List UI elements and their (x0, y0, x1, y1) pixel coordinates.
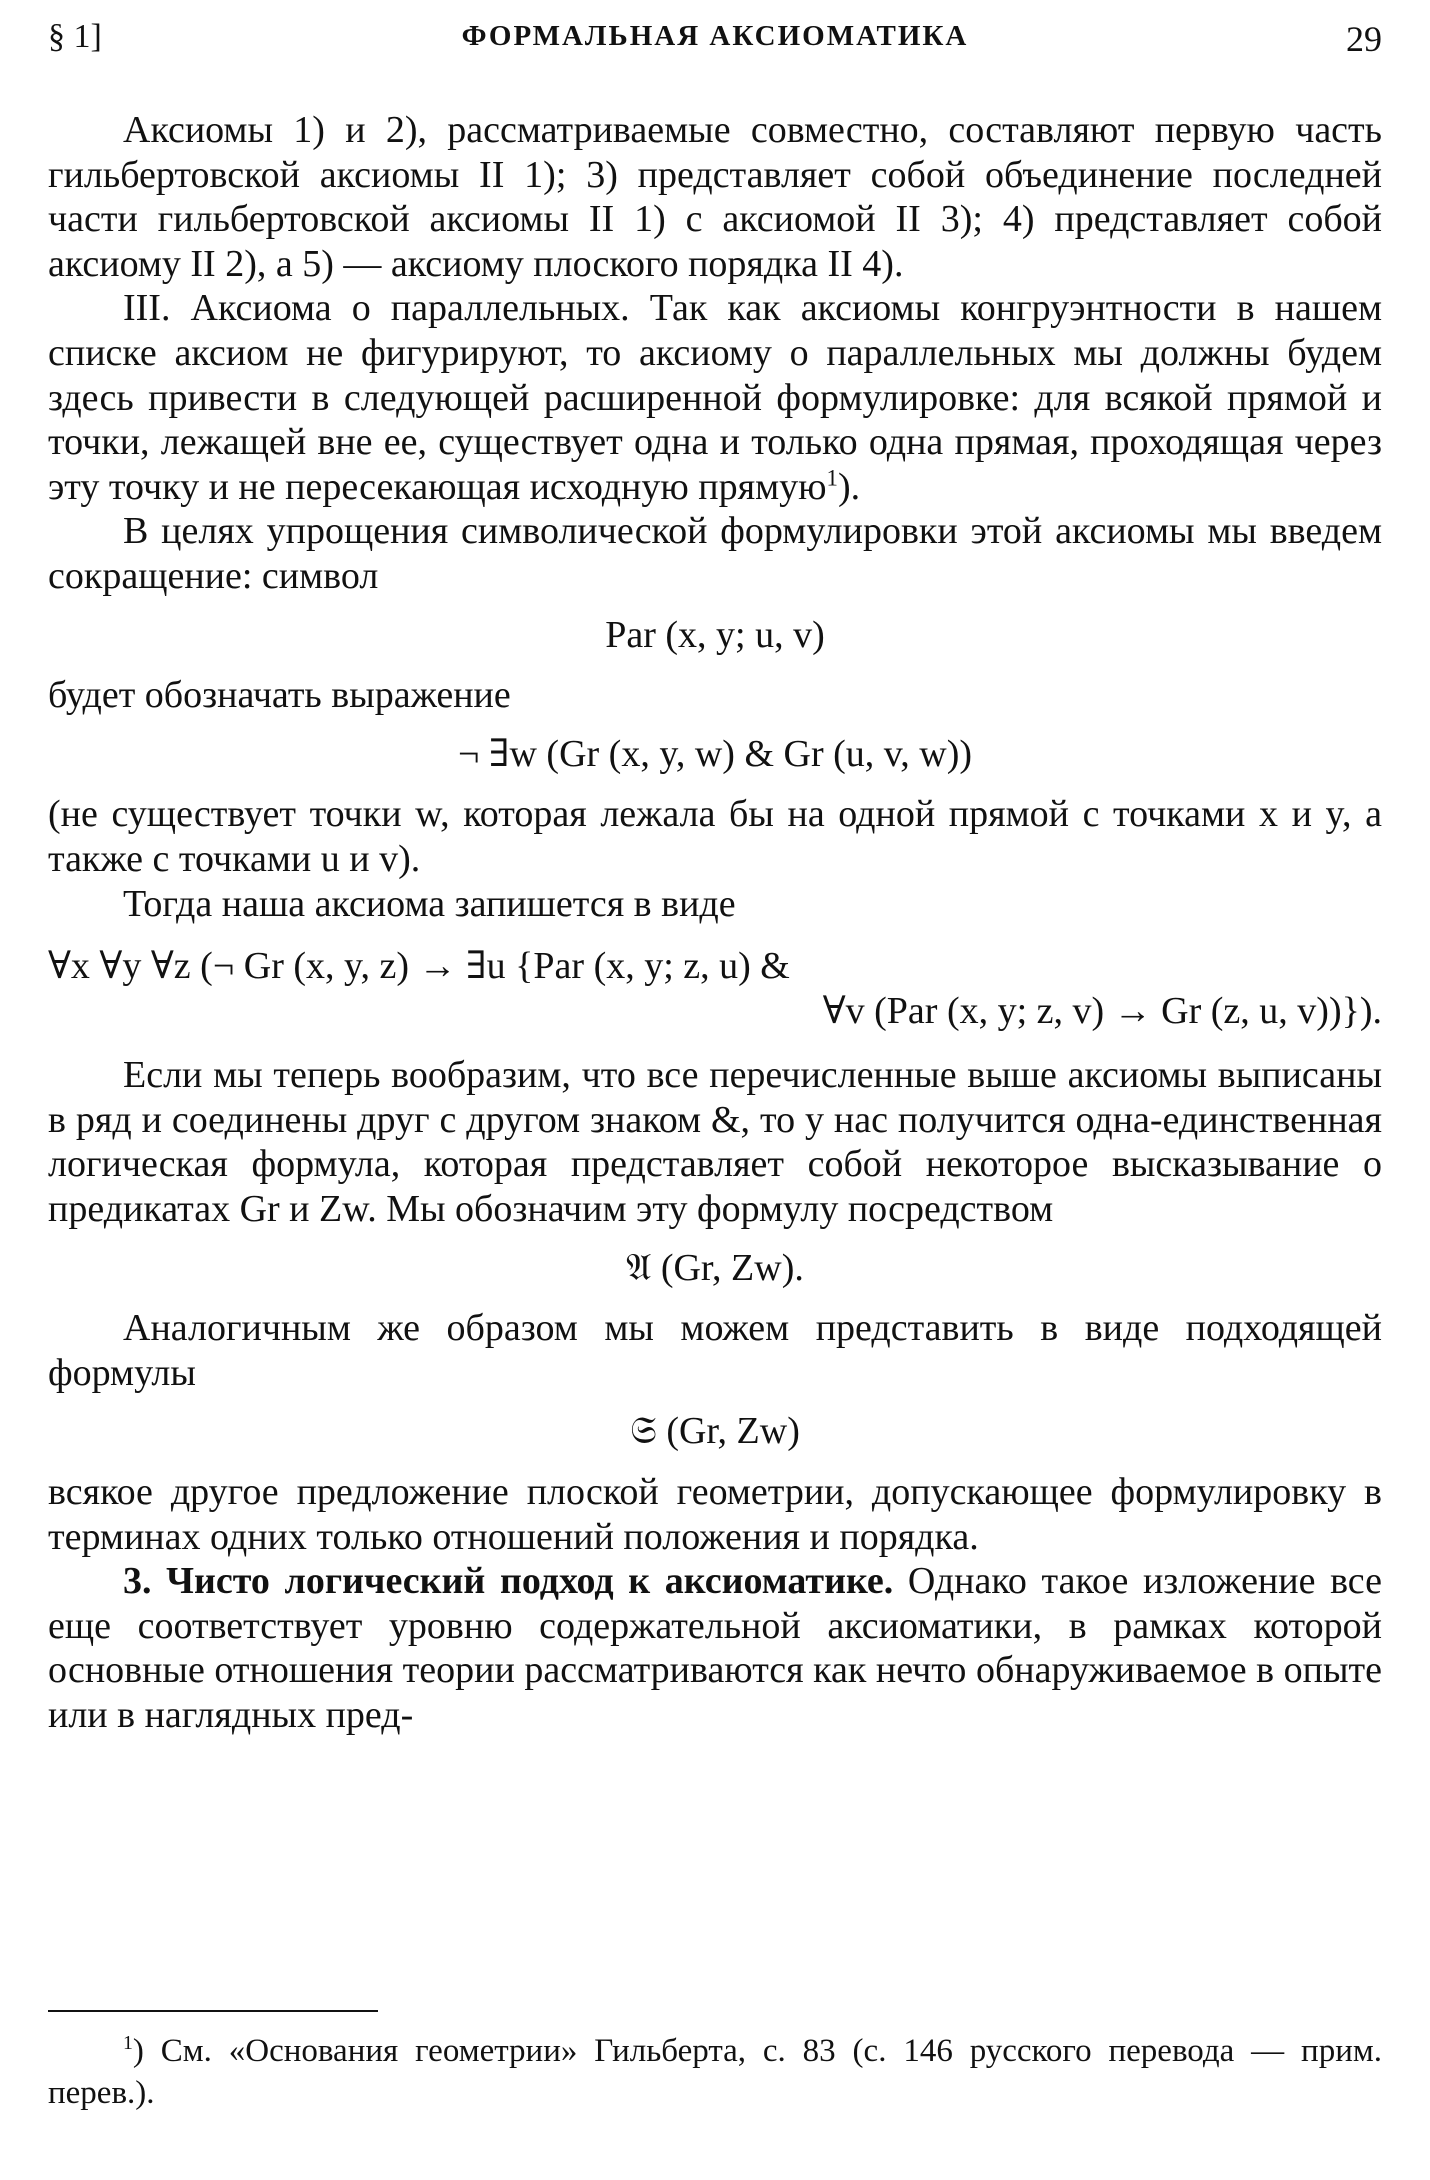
running-header (48, 18, 1382, 68)
paragraph-parallel-axiom-end: ). (837, 465, 861, 508)
footnote-divider (48, 2010, 378, 2012)
paragraph-denotes: будет обозначать выражение (48, 674, 511, 717)
paragraph-parallel-axiom (48, 286, 1382, 509)
footnote-text: ) См. «Основания геометрии» Гильберта, с. 83 (с. 146 русского перевода — прим. перев.). (48, 2033, 1382, 2111)
formula-A: 𝔄 (Gr, Zw). (626, 1246, 804, 1289)
formula-S: 𝔖 (Gr, Zw) (630, 1410, 800, 1453)
paragraph-section-3 (48, 1559, 1382, 1737)
formula-not-exists: ¬ ∃w (Gr (x, y, w) & Gr (u, v, w)) (457, 732, 973, 775)
section-heading: 3. Чисто логический подход к аксиоматике. (123, 1560, 894, 1603)
running-title: ФОРМАЛЬНАЯ АКСИОМАТИКА (461, 20, 969, 52)
paragraph-then: Тогда наша аксиома запишется в виде (123, 882, 736, 925)
footnote-reference: 1 (826, 465, 838, 491)
paragraph-any-proposition: всякое другое предложение плоской геометрии, допускающее формулировку в терминах одних только отношений положения и порядка. (48, 1471, 1382, 1558)
paragraph-axioms-summary: Аксиомы 1) и 2), рассматриваемые совместно, составляют первую часть гильбертовской аксиомы II 1); 3) представляет собой объединение последней части гильбертовской аксиомы II 1) с аксиомой II 3); 4) представляет собой аксиому II 2), а 5) — аксиому плоского порядка II 4). (48, 109, 1382, 285)
footnote (48, 2030, 1382, 2114)
paragraph-explanation: (не существует точки w, которая лежала бы на одной прямой с точками x и y, а также с точками u и v). (48, 793, 1382, 880)
paragraph-parallel-axiom-text: III. Аксиома о параллельных. Так как аксиомы конгруэнтности в нашем списке аксиом не фигурируют, то аксиому о параллельных мы должны будем здесь привести в следующей расширенной формулировке: для всякой прямой и точки, лежащей вне ее, существует одна и только одна прямая, проходящая через эту точку и не пересекающая исходную прямую (48, 287, 1382, 508)
page-body (48, 108, 1382, 1738)
paragraph-conjunction: Если мы теперь вообразим, что все перечисленные выше аксиомы выписаны в ряд и соединены друг с другом знаком &, то у нас получится одна-единственная логическая формула, которая представляет собой некоторое высказывание о предикатах Gr и Zw. Мы обозначим эту формулу посредством (48, 1054, 1382, 1231)
paragraph-abbreviation: В целях упрощения символической формулировки этой аксиомы мы введем сокращение: символ (48, 510, 1382, 597)
paragraph-analogous: Аналогичным же образом мы можем представить в виде подходящей формулы (48, 1307, 1382, 1394)
footnote-mark: 1 (123, 2032, 133, 2054)
formula-parallel-line1: ∀x ∀y ∀z (¬ Gr (x, y, z) → ∃u {Par (x, y; z, u) & (48, 945, 790, 988)
formula-parallel-line2: ∀v (Par (x, y; z, v) → Gr (z, u, v))}). (822, 989, 1382, 1032)
formula-par: Par (x, y; u, v) (605, 613, 825, 656)
section-marker: § 1] (48, 18, 102, 55)
page-number: 29 (1346, 19, 1382, 59)
section-3-text: Однако такое изложение все еще соответствует уровню содержательной аксиоматики, в рамках которой основные отношения теории рассматриваются как нечто обнаруживаемое в опыте или в наглядных пред- (48, 1560, 1383, 1736)
